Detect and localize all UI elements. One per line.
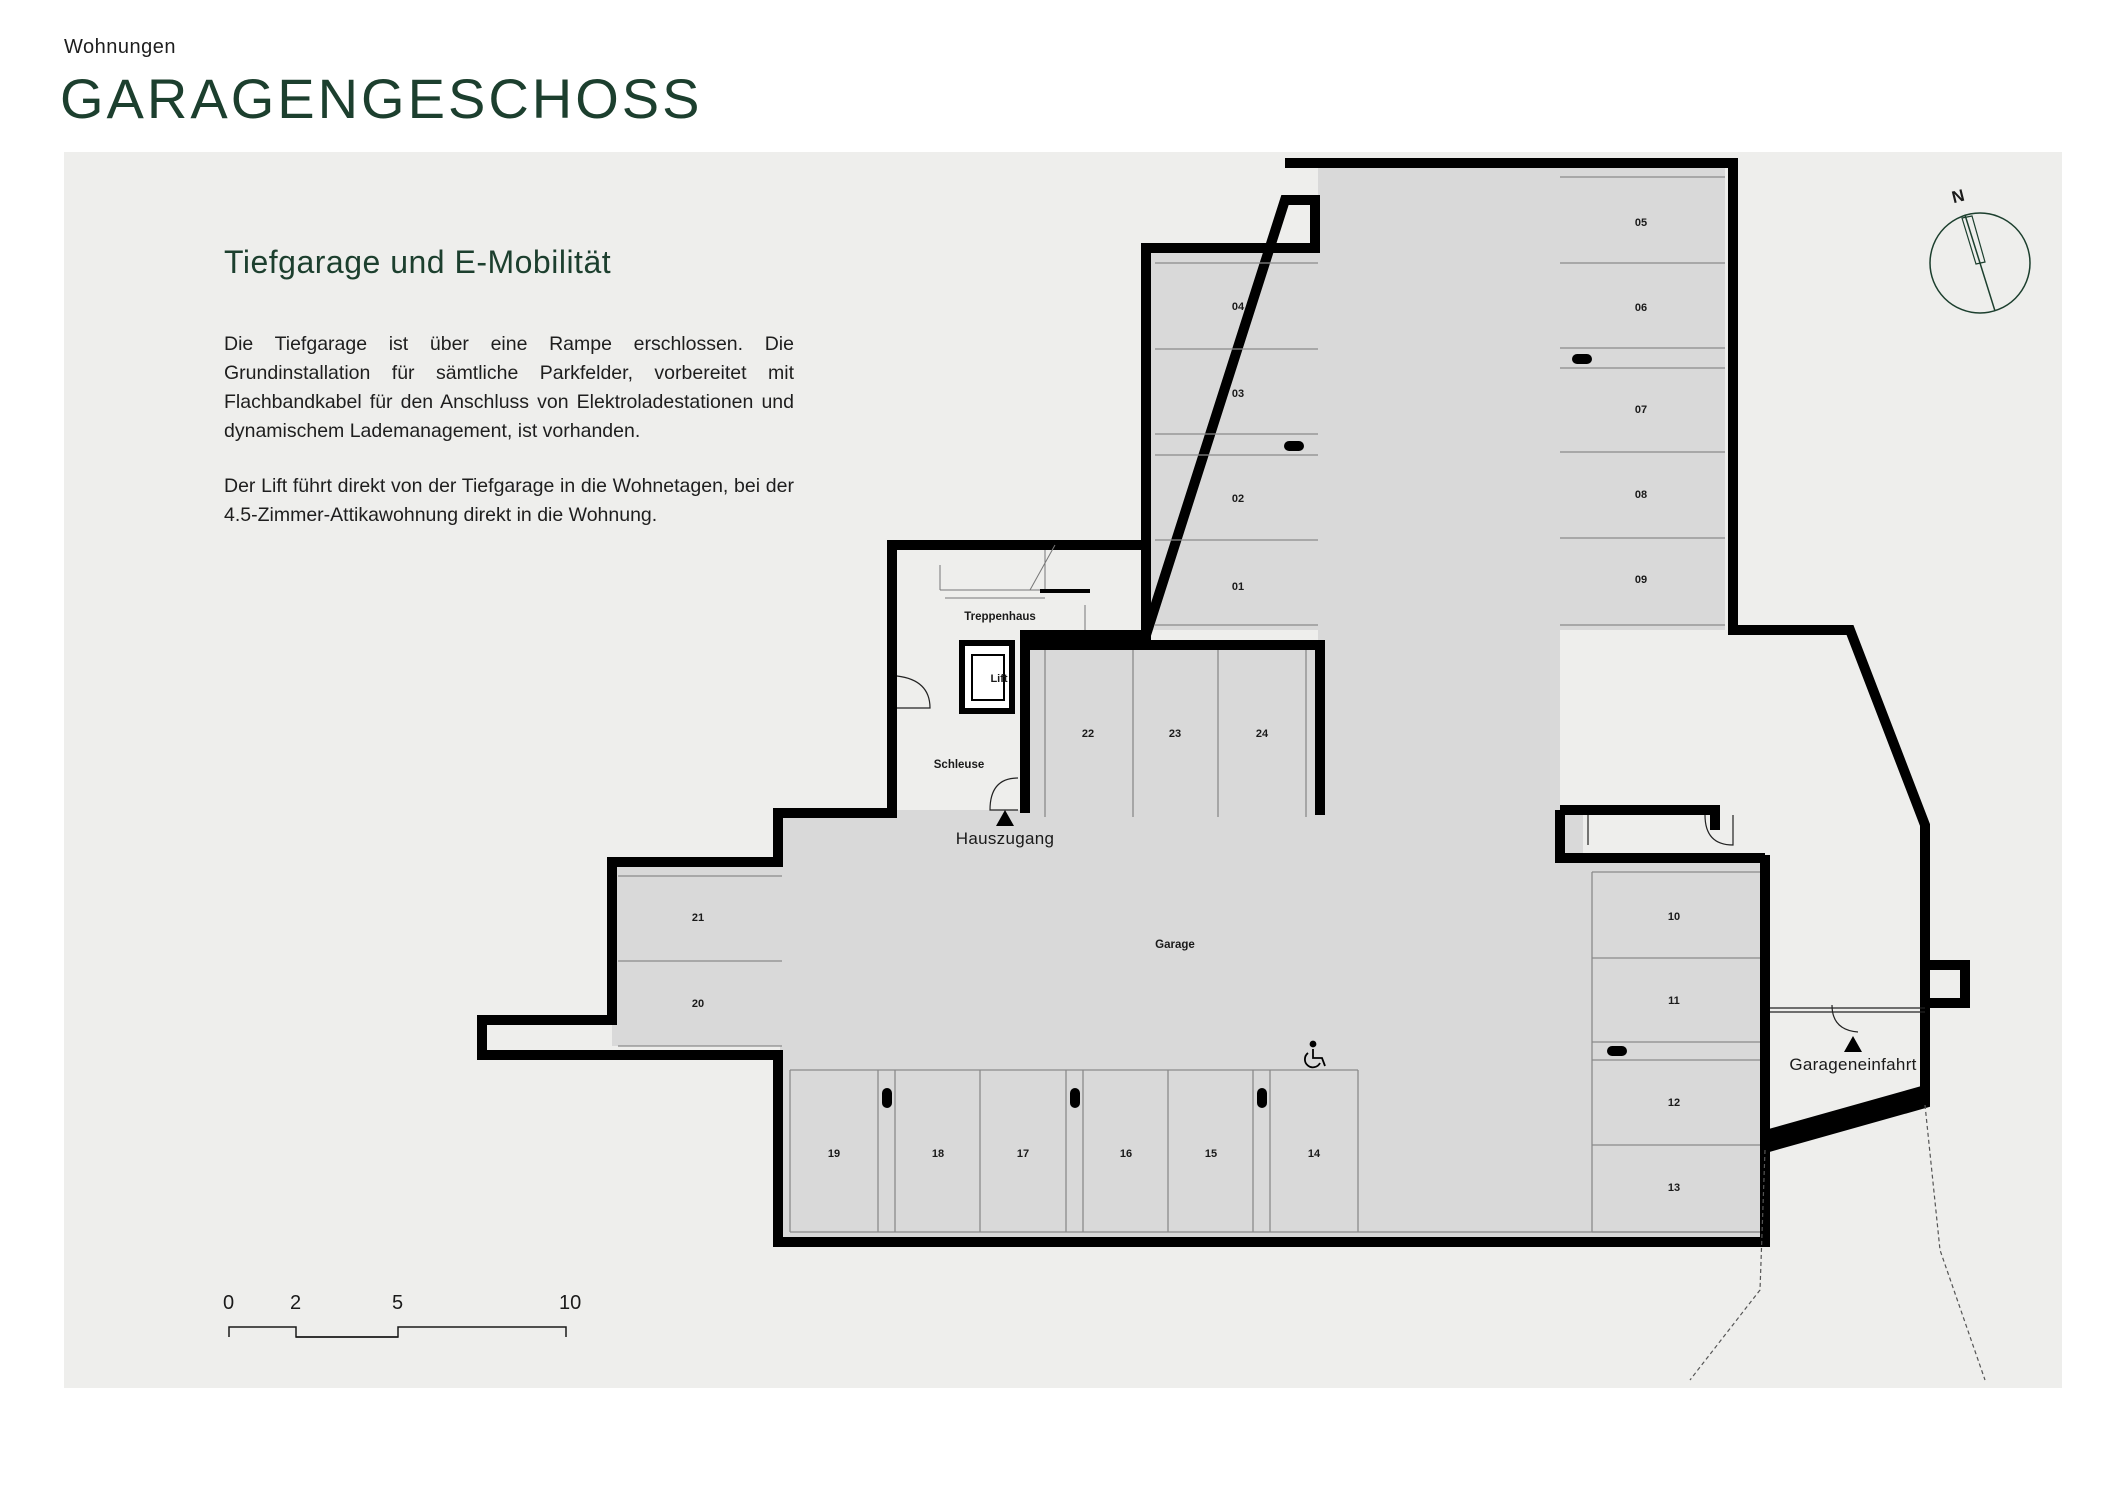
parking-space-21: 21 bbox=[691, 912, 705, 924]
parking-space-09: 09 bbox=[1634, 574, 1648, 586]
parking-space-05: 05 bbox=[1634, 217, 1648, 229]
parking-space-06: 06 bbox=[1634, 302, 1648, 314]
scale-tick-5: 5 bbox=[392, 1292, 404, 1314]
parking-space-22: 22 bbox=[1081, 728, 1095, 740]
parking-space-20: 20 bbox=[691, 998, 705, 1010]
page-title: GARAGENGESCHOSS bbox=[60, 67, 703, 130]
parking-space-07: 07 bbox=[1634, 404, 1648, 416]
section-heading: Tiefgarage und E-Mobilität bbox=[224, 244, 612, 280]
garageneinfahrt-marker-icon bbox=[1844, 1036, 1862, 1052]
scale-tick-10: 10 bbox=[559, 1292, 582, 1314]
compass-north-label: N bbox=[1949, 185, 1967, 208]
compass-icon bbox=[1930, 213, 2030, 313]
parking-space-14: 14 bbox=[1307, 1148, 1321, 1160]
parking-space-13: 13 bbox=[1667, 1182, 1681, 1194]
intro-paragraph-2: Der Lift führt direkt von der Tiefgarage in die Wohnetagen, bei der 4.5-Zimmer-Attikawohnung direkt in die Wohnung. bbox=[224, 475, 794, 526]
scale-tick-0: 0 bbox=[223, 1292, 235, 1314]
room-label-garage: Garage bbox=[1155, 939, 1195, 951]
parking-space-04: 04 bbox=[1231, 301, 1245, 313]
room-label-schleuse: Schleuse bbox=[933, 759, 985, 771]
parking-space-17: 17 bbox=[1016, 1148, 1030, 1160]
parking-space-16: 16 bbox=[1119, 1148, 1133, 1160]
hauszugang-label: Hauszugang bbox=[955, 829, 1055, 848]
room-label-treppenhaus: Treppenhaus bbox=[964, 611, 1036, 623]
intro-paragraph-1: Die Tiefgarage ist über eine Rampe erschlossen. Die Grundinstallation für sämtliche Parkfelder, vorbereitet mit Flachbandkabel für den Anschluss von Elektroladestationen und dynamischem Lademanagement, ist vorhanden. bbox=[224, 333, 794, 442]
parking-space-19: 19 bbox=[827, 1148, 841, 1160]
parking-space-03: 03 bbox=[1231, 388, 1245, 400]
parking-space-23: 23 bbox=[1168, 728, 1182, 740]
garageneinfahrt-label: Garageneinfahrt bbox=[1789, 1055, 1917, 1074]
scale-bar bbox=[229, 1327, 566, 1337]
scale-tick-2: 2 bbox=[290, 1292, 302, 1314]
parking-space-10: 10 bbox=[1667, 911, 1681, 923]
parking-space-11: 11 bbox=[1668, 995, 1680, 1007]
eyebrow-label: Wohnungen bbox=[64, 36, 176, 58]
stair-handrail bbox=[1040, 589, 1090, 593]
parking-space-08: 08 bbox=[1634, 489, 1648, 501]
parking-space-24: 24 bbox=[1255, 728, 1269, 740]
parking-space-12: 12 bbox=[1667, 1097, 1681, 1109]
parking-space-18: 18 bbox=[931, 1148, 945, 1160]
room-label-lift: Lift bbox=[990, 673, 1008, 685]
parking-space-02: 02 bbox=[1231, 493, 1245, 505]
ramp-wall bbox=[1765, 1085, 1925, 1150]
garage-floor bbox=[612, 168, 1760, 1240]
parking-space-01: 01 bbox=[1231, 581, 1245, 593]
parking-space-15: 15 bbox=[1204, 1148, 1218, 1160]
